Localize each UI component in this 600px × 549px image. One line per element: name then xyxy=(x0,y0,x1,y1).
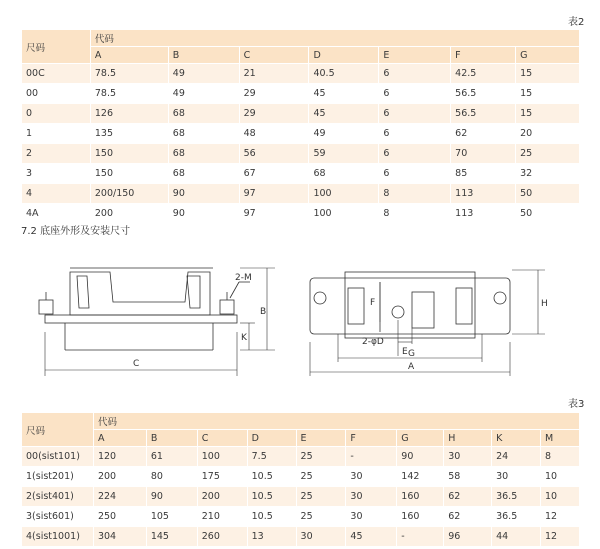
table2-column-header: F xyxy=(451,47,516,64)
table2-cell: 56.5 xyxy=(451,84,516,104)
table3-cell: 45 xyxy=(346,527,397,547)
table2-cell: 00C xyxy=(22,64,91,84)
table2-column-header: A xyxy=(90,47,168,64)
table2-cell: 56 xyxy=(239,144,309,164)
table2-cell: 113 xyxy=(451,184,516,204)
table2-cell: 49 xyxy=(168,64,239,84)
label-d: 2-φD xyxy=(362,337,384,347)
table3-cell: 30 xyxy=(444,447,492,467)
table2-cell: 3 xyxy=(22,164,91,184)
table3-cell: 3(sist601) xyxy=(22,507,94,527)
label-k: K xyxy=(241,333,247,343)
table3-cell: 10.5 xyxy=(247,487,296,507)
table2-cell: 15 xyxy=(516,64,580,84)
table3-cell: 58 xyxy=(444,467,492,487)
table3-cell: 4(sist1001) xyxy=(22,527,94,547)
table2-cell: 50 xyxy=(516,204,580,224)
table3-row xyxy=(22,507,580,527)
table2-cell: 113 xyxy=(451,204,516,224)
table3-cell: 25 xyxy=(296,507,346,527)
table2 xyxy=(21,29,580,224)
table2-cell: 6 xyxy=(379,164,451,184)
table3-cell: - xyxy=(397,527,444,547)
table2-cell: 40.5 xyxy=(309,64,379,84)
table2-cell: 200/150 xyxy=(90,184,168,204)
table3-cell: 304 xyxy=(93,527,146,547)
table3-cell: 200 xyxy=(197,487,247,507)
table3-cell: 260 xyxy=(197,527,247,547)
top-view-drawing xyxy=(300,262,555,380)
table2-row xyxy=(22,104,580,124)
table3-column-header: B xyxy=(146,430,197,447)
table3-cell: 80 xyxy=(146,467,197,487)
table2-column-header: C xyxy=(239,47,309,64)
table2-cell: 4A xyxy=(22,204,91,224)
table3-column-header: C xyxy=(197,430,247,447)
table3-cell: 200 xyxy=(93,467,146,487)
table3-cell: 30 xyxy=(296,527,346,547)
label-a: A xyxy=(408,362,415,372)
table3-caption: 表3 xyxy=(568,399,585,410)
table2-cell: 45 xyxy=(309,84,379,104)
table2-cell: 90 xyxy=(168,184,239,204)
table3-cell: 90 xyxy=(146,487,197,507)
table3-cell: 142 xyxy=(397,467,444,487)
table3-cell: 90 xyxy=(397,447,444,467)
table3-cell: 44 xyxy=(492,527,541,547)
table2-cell: 6 xyxy=(379,64,451,84)
table3-column-header: F xyxy=(346,430,397,447)
table2-cell: 68 xyxy=(309,164,379,184)
table3-cell: 100 xyxy=(197,447,247,467)
table3-cell: 13 xyxy=(247,527,296,547)
table3-cell: 36.5 xyxy=(492,507,541,527)
table2-cell: 78.5 xyxy=(90,84,168,104)
table3-cell: 96 xyxy=(444,527,492,547)
label-m: 2-M xyxy=(235,273,252,283)
table2-cell: 2 xyxy=(22,144,91,164)
table2-cell: 68 xyxy=(168,104,239,124)
table2-cell: 1 xyxy=(22,124,91,144)
table3-column-header: M xyxy=(541,430,580,447)
table2-cell: 50 xyxy=(516,184,580,204)
table3-row xyxy=(22,447,580,467)
table3-row xyxy=(22,467,580,487)
table3-column-header: K xyxy=(492,430,541,447)
table2-cell: 126 xyxy=(90,104,168,124)
table2-cell: 29 xyxy=(239,84,309,104)
table2-column-header: B xyxy=(168,47,239,64)
table2-cell: 97 xyxy=(239,184,309,204)
table3-cell: 30 xyxy=(346,507,397,527)
table2-cell: 42.5 xyxy=(451,64,516,84)
table3-row-header: 尺码 xyxy=(22,413,94,447)
table2-cell: 150 xyxy=(90,164,168,184)
table3-cell: 30 xyxy=(346,487,397,507)
table3-cell: 25 xyxy=(296,487,346,507)
table2-cell: 68 xyxy=(168,144,239,164)
table3-column-header: A xyxy=(93,430,146,447)
table2-cell: 20 xyxy=(516,124,580,144)
table2-row xyxy=(22,84,580,104)
table2-group-header: 代码 xyxy=(90,30,579,47)
table2-cell: 85 xyxy=(451,164,516,184)
table3-cell: 30 xyxy=(346,467,397,487)
table3-cell: 00(sist101) xyxy=(22,447,94,467)
table2-cell: 21 xyxy=(239,64,309,84)
table3-cell: 61 xyxy=(146,447,197,467)
table2-cell: 90 xyxy=(168,204,239,224)
table3-column-header: G xyxy=(397,430,444,447)
section-title: 7.2 底座外形及安装尺寸 xyxy=(21,226,131,237)
table3-cell: 12 xyxy=(541,527,580,547)
table3-cell: 10 xyxy=(541,467,580,487)
table2-cell: 4 xyxy=(22,184,91,204)
table2-column-header: G xyxy=(516,47,580,64)
table2-cell: 48 xyxy=(239,124,309,144)
table3-cell: 145 xyxy=(146,527,197,547)
table3-row xyxy=(22,487,580,507)
table3-cell: 7.5 xyxy=(247,447,296,467)
table2-row xyxy=(22,144,580,164)
table3-cell: 8 xyxy=(541,447,580,467)
table2-cell: 59 xyxy=(309,144,379,164)
label-e: E xyxy=(402,347,408,357)
label-b: B xyxy=(260,307,267,317)
table3-cell: 160 xyxy=(397,507,444,527)
table2-cell: 29 xyxy=(239,104,309,124)
table2-column-header: D xyxy=(309,47,379,64)
table2-cell: 67 xyxy=(239,164,309,184)
table2-row xyxy=(22,184,580,204)
table3-column-header: E xyxy=(296,430,346,447)
table2-cell: 49 xyxy=(168,84,239,104)
table2-row xyxy=(22,164,580,184)
table3-cell: 175 xyxy=(197,467,247,487)
table3-cell: 24 xyxy=(492,447,541,467)
table3-cell: 10.5 xyxy=(247,507,296,527)
table2-cell: 6 xyxy=(379,104,451,124)
table2-cell: 25 xyxy=(516,144,580,164)
table3-cell: 30 xyxy=(492,467,541,487)
table2-cell: 68 xyxy=(168,124,239,144)
table2-cell: 15 xyxy=(516,104,580,124)
table2-row xyxy=(22,124,580,144)
table2-row xyxy=(22,204,580,224)
table2-cell: 70 xyxy=(451,144,516,164)
table3 xyxy=(21,412,580,547)
table2-cell: 78.5 xyxy=(90,64,168,84)
table2-row xyxy=(22,64,580,84)
table2-row-header: 尺码 xyxy=(22,30,91,64)
table2-cell: 150 xyxy=(90,144,168,164)
side-view-drawing xyxy=(25,262,280,380)
table3-cell: 120 xyxy=(93,447,146,467)
table3-cell: 1(sist201) xyxy=(22,467,94,487)
table3-cell: 105 xyxy=(146,507,197,527)
table3-cell: 10 xyxy=(541,487,580,507)
table3-cell: 12 xyxy=(541,507,580,527)
table3-cell: 62 xyxy=(444,487,492,507)
table2-cell: 100 xyxy=(309,184,379,204)
table2-cell: 45 xyxy=(309,104,379,124)
table3-cell: 210 xyxy=(197,507,247,527)
table2-cell: 0 xyxy=(22,104,91,124)
table2-cell: 97 xyxy=(239,204,309,224)
table2-cell: 00 xyxy=(22,84,91,104)
table2-cell: 6 xyxy=(379,84,451,104)
table2-cell: 62 xyxy=(451,124,516,144)
table2-cell: 49 xyxy=(309,124,379,144)
table2-cell: 15 xyxy=(516,84,580,104)
table3-group-header: 代码 xyxy=(93,413,579,430)
table3-column-header: H xyxy=(444,430,492,447)
label-h: H xyxy=(541,299,548,309)
table2-cell: 8 xyxy=(379,184,451,204)
table3-cell: 62 xyxy=(444,507,492,527)
table2-cell: 6 xyxy=(379,124,451,144)
table3-cell: 2(sist401) xyxy=(22,487,94,507)
label-g: G xyxy=(408,349,415,359)
table2-caption: 表2 xyxy=(568,17,585,28)
table3-cell: 250 xyxy=(93,507,146,527)
table3-column-header: D xyxy=(247,430,296,447)
table3-cell: 224 xyxy=(93,487,146,507)
table3-row xyxy=(22,527,580,547)
table3-cell: 36.5 xyxy=(492,487,541,507)
table3-cell: - xyxy=(346,447,397,467)
table3-cell: 25 xyxy=(296,467,346,487)
table2-cell: 32 xyxy=(516,164,580,184)
label-c: C xyxy=(133,359,140,369)
table2-cell: 68 xyxy=(168,164,239,184)
table2-cell: 56.5 xyxy=(451,104,516,124)
table2-cell: 100 xyxy=(309,204,379,224)
table2-cell: 200 xyxy=(90,204,168,224)
table3-cell: 160 xyxy=(397,487,444,507)
table3-cell: 25 xyxy=(296,447,346,467)
table2-cell: 6 xyxy=(379,144,451,164)
label-f: F xyxy=(370,298,376,308)
table3-cell: 10.5 xyxy=(247,467,296,487)
table2-cell: 135 xyxy=(90,124,168,144)
table2-cell: 8 xyxy=(379,204,451,224)
table2-column-header: E xyxy=(379,47,451,64)
